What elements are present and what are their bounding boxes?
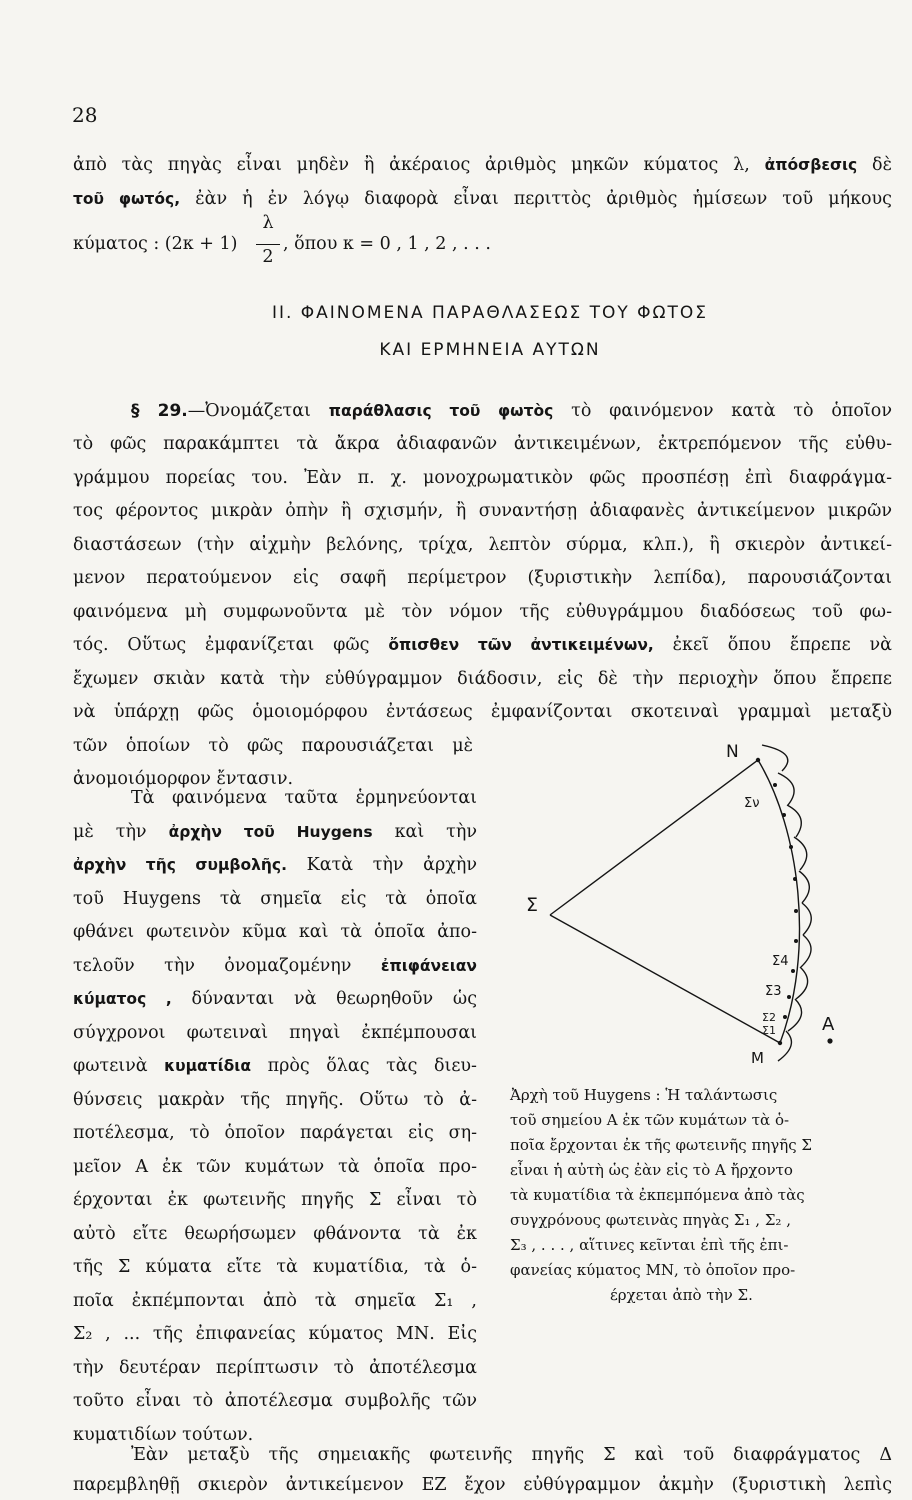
sec29-line-10: νὰ ὑπάρχῃ φῶς ὁμοιομόρφου ἐντάσεως ἐμφανίζονται σκοτειναὶ γραμμαὶ μεταξὺ	[73, 702, 892, 722]
wavelet-arc	[788, 999, 802, 1031]
wavefront-point	[791, 969, 795, 973]
fraction-bar	[256, 244, 280, 245]
text-run: τός. Οὕτως ἐμφανίζεται φῶς	[73, 635, 370, 655]
sec29-line-4: τος φέροντος μικρὰν ὀπὴν ἢ σχισμήν, ἢ συναντήσῃ ἀδιαφανὲς ἀντικείμενον μικρῶν	[73, 501, 892, 521]
bold-term: ὄπισθεν τῶν ἀντικειμένων,	[388, 636, 654, 654]
sec29-line-3: γράμμου πορείας του. Ἐὰν π. χ. μονοχρωματικὸν φῶς προσπέσῃ ἐπὶ διαφράγμα-	[73, 468, 892, 488]
huygens-line-11: ποτέλεσμα, τὸ ὁποῖον παράγεται εἰς ση-	[73, 1123, 477, 1143]
sec29-line-6: μενον περατούμενον εἰς σαφῆ περίμετρον (ξυριστικὴν λεπίδα), παρουσιάζονται	[73, 568, 892, 588]
wavefront-arc	[758, 760, 800, 1043]
bold-term: ἀρχὴν τοῦ Huygens	[168, 823, 373, 841]
huygens-line-18: τὴν δευτέραν περίπτωσιν τὸ ἀποτέλεσμα	[73, 1358, 477, 1378]
sec29-line-11: τῶν ὁποίων τὸ φῶς παρουσιάζεται μὲ	[73, 736, 473, 756]
sec29-line-12: ἀνομοιόμορφον ἔντασιν.	[73, 769, 294, 789]
wavefront-point	[787, 995, 791, 999]
sec29-line-1	[131, 399, 892, 423]
caption-line-5: τὰ κυματίδια τὰ ἐκπεμπόμενα ἀπὸ τὰς	[510, 1186, 805, 1204]
wavelet-arc	[778, 773, 794, 805]
text-run: Κατὰ τὴν ἀρχὴν	[306, 855, 477, 875]
huygens-line-13: έρχονται ἐκ φωτεινῆς πηγῆς Σ εἶναι τὸ	[73, 1190, 477, 1210]
wavefront-point	[773, 783, 777, 787]
sec29-line-2: τὸ φῶς παρακάμπτει τὰ ἄκρα ἀδιαφανῶν ἀντικειμένων, ἐκτρεπόμενον τῆς εὐθυ-	[73, 434, 892, 454]
ray-to-M	[550, 915, 780, 1043]
huygens-line-2	[73, 820, 477, 844]
text-run: μὲ τὴν	[73, 822, 147, 842]
wavelet-arc	[801, 935, 811, 967]
intro-line-3-pre: κύματος : (2κ + 1)	[73, 234, 238, 254]
text-run: ἐὰν ἡ ἐν λόγῳ διαφορὰ εἶναι περιττὸς ἀριθμὸς ἡμίσεων τοῦ μήκους	[195, 189, 892, 209]
intro-line-3-post: , ὅπου κ = 0 , 1 , 2 , . . .	[283, 234, 491, 254]
intro-line-1	[73, 153, 892, 177]
text-run: φωτεινὰ	[73, 1056, 148, 1076]
text-run: —Ὀνομάζεται	[187, 401, 311, 421]
text-run: καὶ τὴν	[394, 822, 477, 842]
caption-line-4: εἶναι ἡ αὐτὴ ὡς ἐὰν εἰς τὸ Α ἤρχοντο	[510, 1161, 793, 1179]
text-run: δὲ	[872, 155, 892, 175]
wavelet-arc	[787, 805, 801, 837]
text-run: ἀπὸ τὰς πηγὰς εἶναι μηδὲν ἢ ἀκέραιος ἀριθμὸς μηκῶν κύματος λ,	[73, 155, 750, 175]
point-M	[778, 1041, 782, 1045]
bold-term: ἐπιφάνειαν	[380, 957, 477, 975]
point-N	[756, 758, 760, 762]
section-heading-line-2: ΚΑΙ ΕΡΜΗΝΕΙΑ ΑΥΤΩΝ	[379, 340, 601, 360]
text-run: δύνανται νὰ θεωρηθοῦν ὡς	[191, 989, 478, 1009]
huygens-line-15: τῆς Σ κύματα εἴτε τὰ κυματίδια, τὰ ὁ-	[73, 1257, 477, 1277]
fraction-denominator: 2	[262, 247, 274, 267]
label-sigma-2: Σ2	[762, 1011, 776, 1024]
sec29-line-8	[73, 633, 892, 657]
huygens-line-20: κυματιδίων τούτων.	[73, 1425, 254, 1445]
label-M: M	[751, 1049, 764, 1067]
huygens-line-10: θύνσεις μακρὰν τῆς πηγῆς. Οὕτω τὸ ἀ-	[73, 1090, 477, 1110]
huygens-line-8: σύγχρονοι φωτειναὶ πηγαὶ ἐκπέμπουσαι	[73, 1023, 477, 1043]
huygens-line-16: ποῖα ἐκπέμπονται ἀπὸ τὰ σημεῖα Σ₁ ,	[73, 1291, 477, 1311]
page-number: 28	[72, 103, 98, 127]
sec29-line-9: ἔχωμεν σκιὰν κατὰ τὴν εὐθύγραμμον διάδοσιν, εἰς δὲ τὴν περιοχὴν ὅπου ἔπρεπε	[73, 669, 892, 689]
caption-line-1: Ἀρχὴ τοῦ Huygens : Ἡ ταλάντωσις	[510, 1086, 778, 1104]
bold-term: παράθλασις τοῦ φωτὸς	[328, 402, 554, 420]
huygens-line-9	[73, 1054, 477, 1078]
bold-term: κύματος ,	[73, 990, 172, 1008]
ray-to-N	[550, 760, 758, 915]
caption-line-9: έρχεται ἀπὸ τὴν Σ.	[610, 1286, 753, 1304]
caption-line-6: συγχρόνους φωτεινὰς πηγὰς Σ₁ , Σ₂ ,	[510, 1211, 791, 1229]
wavelet-arc	[794, 837, 807, 870]
label-sigma-nu: Σν	[744, 796, 760, 811]
label-sigma-3: Σ3	[765, 984, 782, 999]
text-run: πρὸς ὅλας τὰς διευ-	[267, 1056, 477, 1076]
caption-line-2: τοῦ σημείου Α ἐκ τῶν κυμάτων τὰ ὁ-	[510, 1111, 790, 1129]
final-line-1: Ἐὰν μεταξὺ τῆς σημειακῆς φωτεινῆς πηγῆς Σ καὶ τοῦ διαφράγματος Δ	[131, 1445, 892, 1465]
sec29-line-7: φαινόμενα μὴ συμφωνοῦντα μὲ τὸν νόμον τῆς εὐθυγράμμου διαδόσεως τοῦ φω-	[73, 602, 892, 622]
sec29-line-5: διαστάσεων (τὴν αἰχμὴν βελόνης, τρίχα, λεπτὸν σύρμα, κλπ.), ἢ σκιερὸν ἀντικεί-	[73, 535, 892, 555]
text-run: τὸ φαινόμενον κατὰ τὸ ὁποῖον	[571, 401, 892, 421]
caption-line-3: ποῖα ἔρχονται ἐκ τῆς φωτεινῆς πηγῆς Σ	[510, 1136, 813, 1154]
wavelet-arc	[762, 745, 788, 771]
label-sigma-4: Σ4	[772, 954, 789, 969]
section-heading-line-1: II. ΦΑΙΝΟΜΕΝΑ ΠΑΡΑΘΛΑΣΕΩΣ ΤΟΥ ΦΩΤΟΣ	[271, 303, 709, 323]
wavelet-arc	[799, 871, 809, 903]
bold-term: ἀρχὴν τῆς συμβολῆς.	[73, 856, 288, 874]
text-run: ἐκεῖ ὅπου ἔπρεπε νὰ	[672, 635, 892, 655]
wavefront-point	[793, 877, 797, 881]
huygens-line-19: τοῦτο εἶναι τὸ ἀποτέλεσμα συμβολῆς τῶν	[73, 1391, 477, 1411]
huygens-line-4: τοῦ Huygens τὰ σημεῖα εἰς τὰ ὁποῖα	[73, 889, 477, 909]
wavelet-arc	[802, 903, 811, 935]
huygens-line-14: αὐτὸ εἴτε θεωρήσωμεν φθάνοντα τὰ ἐκ	[73, 1224, 477, 1244]
wavefront-point	[794, 939, 798, 943]
wavefront-point	[782, 813, 786, 817]
caption-line-7: Σ₃ , . . . , αἵτινες κεῖνται ἐπὶ τῆς ἐπι-	[510, 1236, 789, 1254]
huygens-line-7	[73, 987, 477, 1011]
final-line-2: παρεμβληθῇ σκιερὸν ἀντικείμενον ΕΖ ἔχον εὐθύγραμμον ἀκμὴν (ξυριστικὴ λεπὶς	[73, 1475, 892, 1495]
huygens-line-12: μεῖον Α ἐκ τῶν κυμάτων τὰ ὁποῖα προ-	[73, 1157, 477, 1177]
fraction-numerator: λ	[262, 213, 274, 233]
huygens-line-5: φθάνει φωτεινὸν κῦμα καὶ τὰ ὁποῖα ἀπο-	[73, 922, 477, 942]
huygens-line-3	[73, 853, 477, 877]
wavelet-arc	[778, 1031, 791, 1061]
caption-line-8: φανείας κύματος ΜΝ, τὸ ὁποῖον προ-	[510, 1261, 796, 1279]
wavefront-point	[794, 909, 798, 913]
bold-term: ἀπόσβεσις	[764, 156, 858, 174]
huygens-line-1: Τὰ φαινόμενα ταῦτα ἑρμηνεύονται	[131, 788, 477, 808]
label-A: A	[822, 1014, 835, 1035]
wavefront-point	[783, 1015, 787, 1019]
text-run: τελοῦν τὴν ὀνομαζομένην	[73, 956, 352, 976]
label-sigma-1: Σ1	[762, 1024, 776, 1037]
wavefront-point	[789, 845, 793, 849]
bold-term: τοῦ φωτός,	[73, 190, 181, 208]
bold-term: κυματίδια	[164, 1057, 251, 1075]
huygens-line-17: Σ₂ , ... τῆς ἐπιφανείας κύματος ΜΝ. Εἰς	[73, 1324, 477, 1344]
intro-line-2	[73, 187, 892, 211]
label-source-sigma: Σ	[526, 894, 539, 916]
huygens-figure	[500, 735, 860, 1075]
point-A	[827, 1038, 832, 1043]
huygens-line-6	[73, 954, 477, 978]
label-N: N	[726, 742, 739, 762]
section-number: § 29.	[131, 401, 188, 421]
